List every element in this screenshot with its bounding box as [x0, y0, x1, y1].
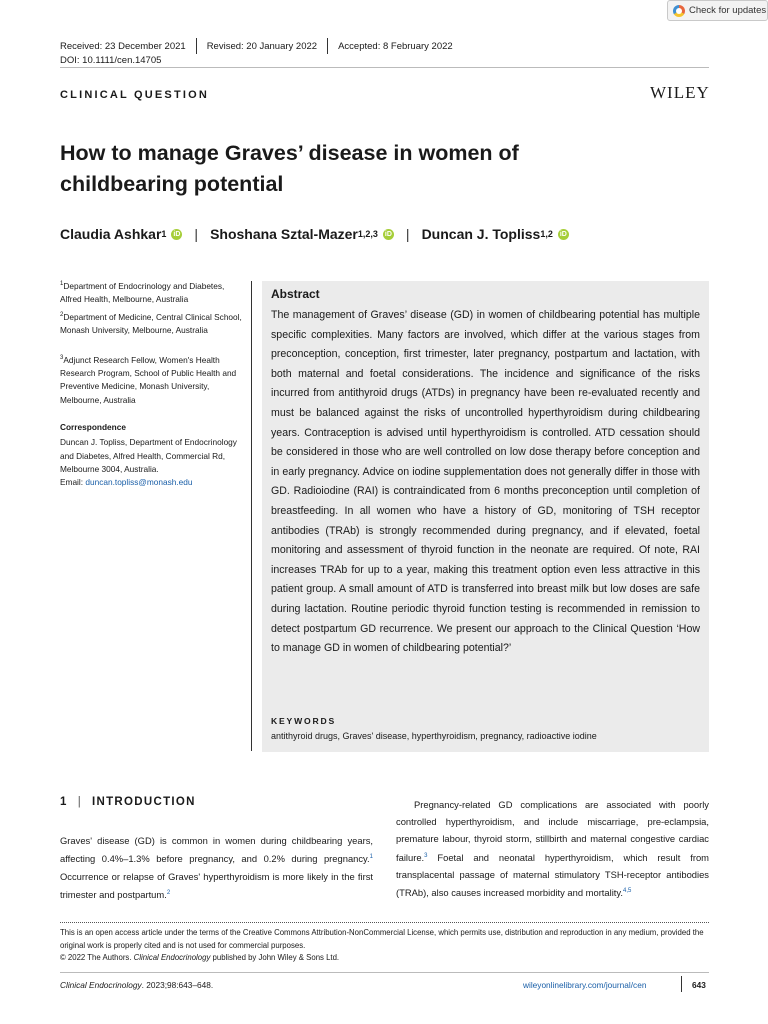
author-name[interactable]: Shoshana Sztal-Mazer: [210, 226, 358, 242]
affiliation-number: 2: [60, 312, 64, 318]
footer-divider: [681, 976, 682, 992]
abstract-text: The management of Graves’ disease (GD) in women of childbearing potential has multiple specific complexities. Many factors are involved, which differ at the various stages from preconception, conception, first trimester, later pregnancy, postpartum and lactation, with both maternal and foetal considerations. The incidence and significance of the risks incurred from antithyroid drugs (ATDs) in pregnancy have been re-evaluated recently and must be balanced against the risks of uncontrolled hyperthyroidism during childbearing years. Contraception is advised until hyperthyroidism is controlled. ATD cessation should be considered in those who are well controlled on low dose therapy before conception and in early pregnancy. Advice on iodine supplementation does not generally differ in those with GD. Radioiodine (RAI) is contraindicated from 6 months preconception until completion of breastfeeding. In all women who have a history of GD, monitoring of TSH receptor antibodies (TRAb) is strongly recommended during pregnancy, and if elevated, foetal monitoring and assessment of thyroid function in the neonate are required. Of note, RAI increases TRAb for up to a year, making this treatment option even less attractive in this patient group. A small amount of ATD is transferred into breast milk but low doses are safe during lactation. Routine periodic thyroid function testing is recommended in remission to detect postpartum GD recurrence. We present our approach to the Clinical Question ‘How to manage GD in women of childbearing potential?’: [271, 309, 700, 655]
author-list: [60, 226, 569, 242]
header-rule: [60, 67, 709, 68]
email-label: Email:: [60, 477, 86, 488]
check-for-updates-button[interactable]: [667, 0, 768, 21]
affiliation: [60, 278, 245, 306]
journal-url-link[interactable]: wileyonlinelibrary.com/journal/cen: [523, 980, 647, 990]
revised-date: Revised: 20 January 2022: [206, 40, 318, 52]
affiliation-number: 3: [60, 355, 64, 361]
body-text: Pregnancy-related GD complications are associated with poorly controlled hyperthyroidism, and include miscarriage, pre-eclampsia, premature labour, thyroid storm, stillbirth and maternal congestive cardiac failure.: [396, 799, 709, 863]
email-link[interactable]: duncan.topliss@monash.edu: [85, 477, 193, 488]
article-title: How to manage Graves’ disease in women of childbearing potential: [60, 141, 519, 196]
citation-link[interactable]: 2: [166, 889, 171, 896]
body-text: Graves' disease (GD) is common in women during childbearing years, affecting 0.4%–1.3% before pregnancy, and 0.2% during pregnancy.: [60, 835, 373, 865]
date-divider: [196, 38, 197, 54]
copyright-text: © 2022 The Authors.: [60, 953, 134, 962]
section-separator: |: [77, 796, 82, 808]
affiliation-text: Department of Medicine, Central Clinical School, Monash University, Melbourne, Australia: [60, 311, 242, 336]
abstract-heading: Abstract: [271, 287, 320, 301]
keywords-text: antithyroid drugs, Graves' disease, hyperthyroidism, pregnancy, radioactive iodine: [271, 731, 597, 741]
footer-volume: . 2023;98:643–648.: [141, 980, 214, 990]
section-title: INTRODUCTION: [92, 796, 196, 808]
author-affiliation-ref: 1,2,3: [357, 229, 378, 239]
section-number: 1: [60, 796, 68, 808]
footer-citation: [60, 980, 213, 990]
author-name[interactable]: Claudia Ashkar: [60, 226, 162, 242]
license-text: This is an open access article under the terms of the Creative Commons Attribution-NonCommercial License, which permits use, distribution and reproduction in any medium, provided the original work is properly cited and is not used for commercial purposes.: [60, 928, 704, 950]
check-for-updates-label: Check for updates: [689, 5, 767, 16]
author-name[interactable]: Duncan J. Topliss: [421, 226, 541, 242]
license-divider: [60, 922, 709, 923]
copyright-journal: Clinical Endocrinology: [133, 953, 211, 962]
orcid-icon[interactable]: iD: [173, 230, 181, 238]
license-notice: [60, 927, 709, 965]
affiliation-text: Adjunct Research Fellow, Women's Health Research Program, School of Public Health and Preventive Medicine, Monash University, Melbourne, Australia: [60, 354, 237, 405]
section-heading: [60, 796, 196, 808]
accepted-date: Accepted: 8 February 2022: [338, 40, 453, 52]
author-separator: |: [405, 226, 410, 242]
received-date: Received: 23 December 2021: [60, 40, 186, 52]
citation-link[interactable]: 4,5: [623, 888, 632, 895]
citation-link[interactable]: 1: [369, 854, 373, 861]
affiliation: [60, 352, 245, 407]
section-label: CLINICAL QUESTION: [60, 89, 210, 101]
article-dates: [60, 38, 453, 54]
body-text: Foetal and neonatal hyperthyroidism, which result from transplacental passage of maternal stimulatory TSH-receptor antibodies (TRAb), also causes increased morbidity and mortality.: [396, 851, 709, 899]
affiliation: [60, 309, 245, 337]
orcid-icon[interactable]: iD: [384, 230, 392, 238]
page-number: 643: [692, 980, 706, 990]
correspondence-text: Duncan J. Topliss, Department of Endocrinology and Diabetes, Alfred Health, Commercial Rd, Melbourne 3004, Australia.: [60, 437, 237, 474]
copyright-publisher: published by John Wiley & Sons Ltd.: [210, 953, 340, 962]
date-divider: [327, 38, 328, 54]
body-column-left: [60, 832, 373, 903]
affiliation-number: 1: [60, 281, 64, 287]
author-affiliation-ref: 1,2: [540, 229, 553, 239]
body-text: Occurrence or relapse of Graves' hyperthyroidism is more likely in the first trimester and postpartum.: [60, 870, 373, 900]
author-separator: |: [194, 226, 199, 242]
affiliation-text: Department of Endocrinology and Diabetes, Alfred Health, Melbourne, Australia: [60, 280, 225, 305]
footer-rule: [60, 972, 709, 973]
citation-link[interactable]: 3: [424, 852, 428, 859]
body-column-right: [396, 796, 709, 901]
crossmark-icon: [673, 5, 685, 17]
doi[interactable]: DOI: 10.1111/cen.14705: [60, 55, 162, 66]
orcid-icon[interactable]: iD: [559, 230, 567, 238]
footer-journal: Clinical Endocrinology: [60, 980, 142, 990]
column-divider: [251, 281, 252, 751]
author-affiliation-ref: 1: [161, 229, 167, 239]
correspondence-heading: Correspondence: [60, 422, 126, 432]
publisher-logo: WILEY: [650, 83, 710, 102]
correspondence: [60, 421, 245, 489]
keywords-heading: KEYWORDS: [271, 716, 337, 726]
